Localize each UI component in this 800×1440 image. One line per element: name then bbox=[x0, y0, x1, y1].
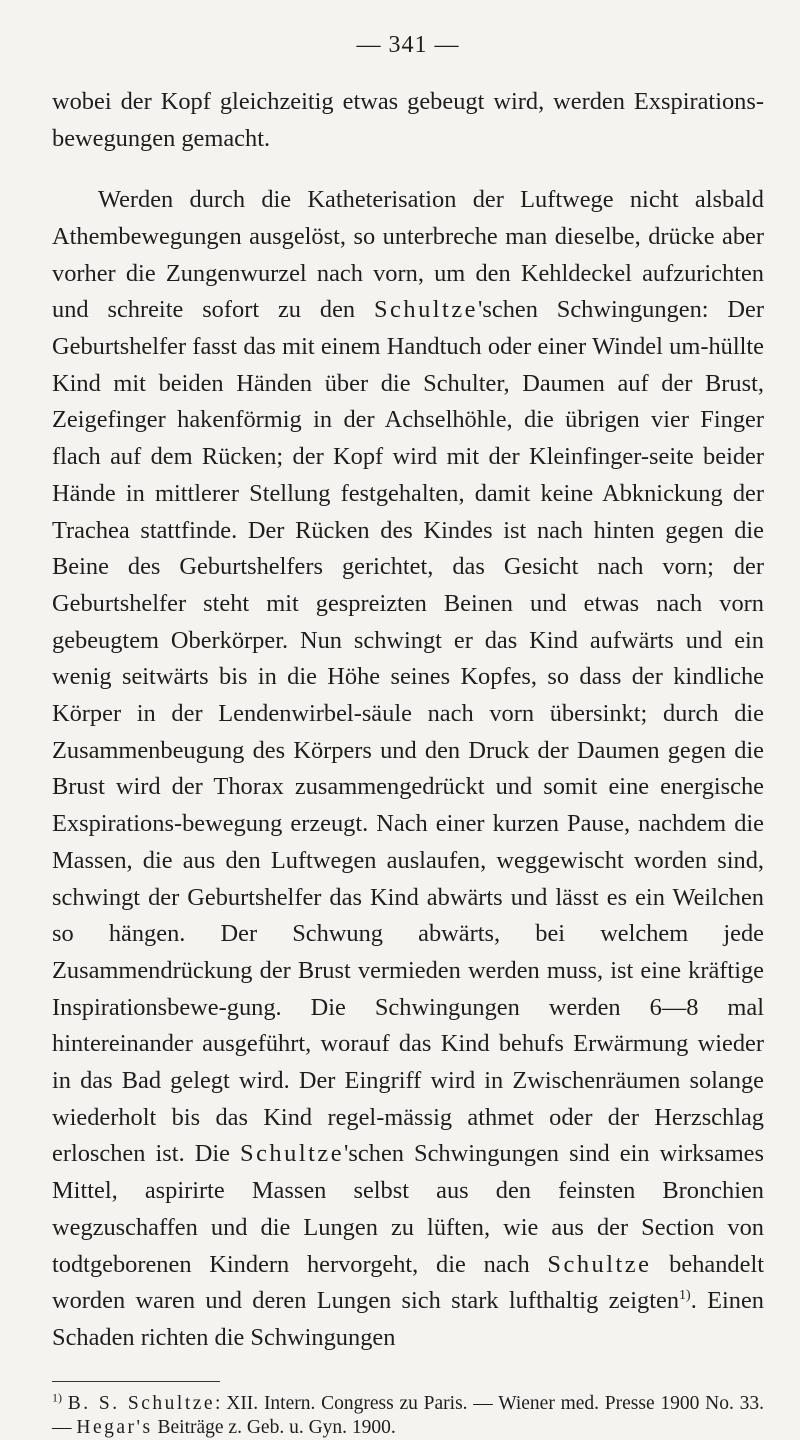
footnote-author: B. S. Schultze bbox=[67, 1393, 216, 1415]
paragraph-2 bbox=[52, 182, 764, 1357]
footnote-divider bbox=[52, 1381, 220, 1382]
text-run: behandelt worden waren und deren Lungen sich stark lufthaltig zeigten bbox=[52, 1250, 764, 1315]
author-name: Schultze bbox=[547, 1250, 652, 1278]
footnote-mark: 1) bbox=[52, 1390, 62, 1405]
author-name: Schultze bbox=[240, 1140, 345, 1168]
body-text bbox=[52, 84, 764, 1356]
footnote-text: : XII. Intern. Congress zu Paris. — Wiener med. Presse 1900 No. 33. — bbox=[52, 1393, 764, 1439]
footnote-author: Hegar's bbox=[76, 1417, 153, 1439]
text-run: 'schen Schwingungen sind ein wirksames Mittel, aspirirte Massen selbst aus den feinsten Bronchien wegzuschaffen und die Lungen zu lüften, wie aus der Section von todtgeborenen Kindern hervorgeht, die nach bbox=[52, 1140, 764, 1278]
book-page bbox=[52, 30, 764, 1440]
text-run: 'schen Schwingungen: Der Geburtshelfer fasst das mit einem Handtuch oder einer Windel um-hüllte Kind mit beiden Händen über die Schulter, Daumen auf der Brust, Zeigefinger hakenförmig in der Achselhöhle, die übrigen vier Finger flach auf dem Rücken; der Kopf wird mit der Kleinfinger-seite beider Hände in mittlerer Stellung festgehalten, damit keine Abknickung der Trachea stattfinde. Der Rücken des Kindes ist nach hinten gegen die Beine des Geburtshelfers gerichtet, das Gesicht nach vorn; der Geburtshelfer steht mit gespreizten Beinen und etwas nach vorn gebeugtem Oberkörper. Nun schwingt er das Kind aufwärts und ein wenig seitwärts bis in die Höhe seines Kopfes, so dass der kindliche Körper in der Lendenwirbel-säule nach vorn übersinkt; durch die Zusammenbeugung des Körpers und den Druck der Daumen gegen die Brust wird der Thorax zusammengedrückt und somit eine energische Exspirations-bewegung erzeugt. Nach einer kurzen Pause, nachdem die Massen, die aus den Luftwegen auslaufen, weggewischt worden sind, schwingt der Geburtshelfer das Kind abwärts und lässt es ein Weilchen so hängen. Der Schwung abwärts, bei welchem jede Zusammendrückung der Brust vermieden werden muss, ist eine kräftige Inspirationsbewe-gung. Die Schwingungen werden 6—8 mal hintereinander ausgeführt, worauf das Kind behufs Erwärmung wieder in das Bad gelegt wird. Der Eingriff wird in Zwischenräumen solange wiederholt bis das Kind regel-mässig athmet oder der Herzschlag erloschen ist. Die bbox=[52, 296, 764, 1168]
text-run: . Einen Schaden richten die Schwingungen bbox=[52, 1287, 764, 1351]
footnote-reference: 1) bbox=[679, 1288, 691, 1304]
author-name: Schultze bbox=[373, 296, 478, 324]
footnote-text: Beiträge z. Geb. u. Gyn. 1900. bbox=[152, 1417, 396, 1439]
footnote bbox=[52, 1392, 764, 1440]
text-run: Werden durch die Katheterisation der Luftwege nicht alsbald Athembewegungen ausgelöst, so unterbreche man dieselbe, drücke aber vorher die Zungenwurzel nach vorn, um den Kehldeckel aufzurichten und schreite sofort zu den bbox=[52, 186, 764, 324]
page-number: — 341 — bbox=[356, 32, 460, 58]
paragraph-1: wobei der Kopf gleichzeitig etwas gebeugt wird, werden Exspirations-bewegungen gemacht. bbox=[52, 88, 764, 153]
